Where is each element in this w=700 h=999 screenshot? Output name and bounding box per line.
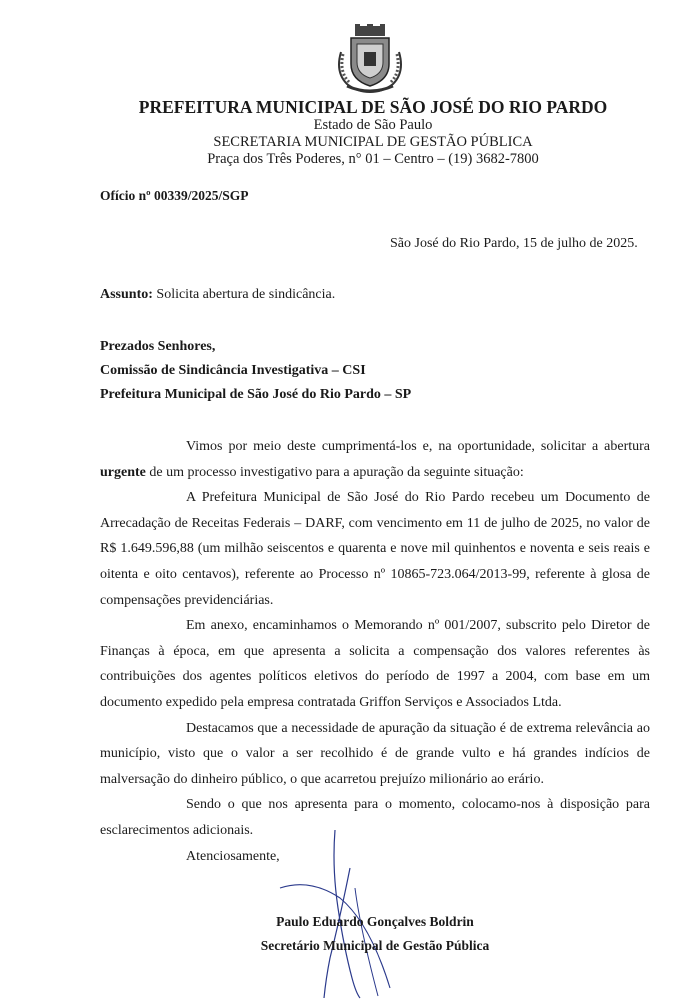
page-title: PREFEITURA MUNICIPAL DE SÃO JOSÉ DO RIO PARDO (138, 97, 608, 117)
subject-label: Assunto: (100, 287, 153, 302)
subject-line (100, 287, 335, 303)
subject-text: Solicita abertura de sindicância. (156, 287, 336, 302)
department-line: SECRETARIA MUNICIPAL DE GESTÃO PÚBLICA (213, 134, 533, 150)
paragraph-1 (100, 434, 650, 485)
paragraph-1-text-b: de um processo investigativo para a apuração da seguinte situação: (149, 464, 524, 480)
signatory-role: Secretário Municipal de Gestão Pública (260, 938, 490, 953)
paragraph-1-text-a: Vimos por meio deste cumprimentá-los e, na oportunidade, solicitar a abertura (186, 439, 650, 454)
addressee-prefeitura: Prefeitura Municipal de São José do Rio Pardo – SP (100, 387, 412, 402)
letter-body (100, 434, 650, 869)
paragraph-4: Destacamos que a necessidade de apuração da situação é de extrema relevância ao município, visto que o valor a ser recolhido é de grande vulto e há grandes indícios de malversação do dinheiro público, o que acarretou prejuízo milionário ao erário. (100, 720, 650, 787)
oficio-number: Ofício nº 00339/2025/SGP (100, 188, 249, 203)
paragraph-3: Em anexo, encaminhamos o Memorando nº 001/2007, subscrito pelo Diretor de Finanças à época, em que apresenta a solicita a compensação dos valores referentes às contribuições dos agentes políticos eletivos do período de 1997 a 2004, com base em um documento expedido pela empresa contratada Griffon Serviços e Associados Ltda. (100, 618, 650, 710)
urgent-emphasis: urgente (100, 464, 146, 480)
addressee-commission: Comissão de Sindicância Investigativa – CSI (100, 363, 366, 378)
paragraph-5: Sendo o que nos apresenta para o momento, colocamo-nos à disposição para esclarecimentos adicionais. (100, 797, 650, 838)
municipal-crest-icon (333, 22, 407, 94)
signatory-name: Paulo Eduardo Gonçalves Boldrin (276, 914, 474, 929)
closing: Atenciosamente, (186, 848, 280, 864)
salutation: Prezados Senhores, (100, 339, 216, 354)
address-line: Praça dos Três Poderes, n° 01 – Centro – (19) 3682-7800 (207, 151, 539, 167)
date-line: São José do Rio Pardo, 15 de julho de 2025. (390, 236, 638, 251)
paragraph-2: A Prefeitura Municipal de São José do Rio Pardo recebeu um Documento de Arrecadação de Receitas Federais – DARF, com vencimento em 11 de julho de 2025, no valor de R$ 1.649.596,88 (um milhão seiscentos e quarenta e nove mil quinhentos e noventa e seis reais e oitenta e oito centavos), referente ao Processo nº 10865-723.064/2013-99, referente à glosa de compensações previdenciárias. (100, 490, 650, 608)
state-line: Estado de São Paulo (313, 117, 433, 133)
